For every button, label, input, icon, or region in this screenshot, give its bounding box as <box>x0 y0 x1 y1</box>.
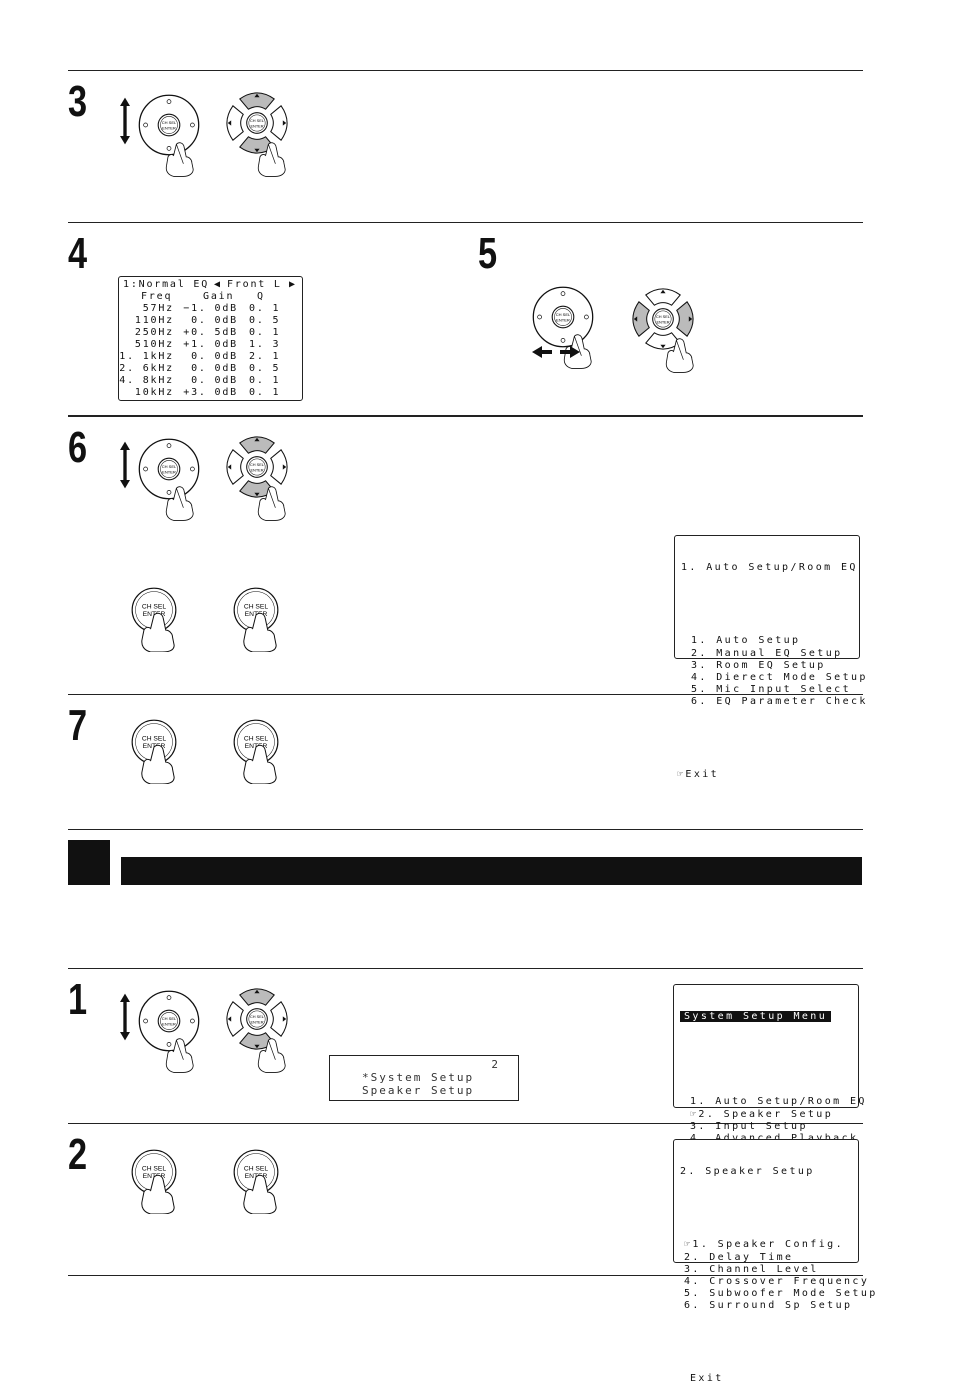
step-number-b2: 2 <box>68 1130 88 1179</box>
eq-table-title: 1:Normal EQ <box>123 279 210 290</box>
eq-freq-cell: 57Hz <box>142 303 174 314</box>
eq-table-row <box>119 315 302 327</box>
eq-gain-cell: −1. 0dB <box>183 303 238 314</box>
rule-after-step4 <box>68 415 863 417</box>
enter-button-icon[interactable] <box>214 700 298 784</box>
system-setup-menu-item[interactable]: 1. Auto Setup/Room EQ <box>690 1096 867 1108</box>
hand-icon <box>232 444 302 524</box>
speaker-setup-menu-item[interactable]: 6. Surround Sp Setup <box>684 1300 853 1312</box>
auto-setup-menu-item[interactable]: 4. Dierect Mode Setup <box>691 672 868 684</box>
speaker-setup-menu-item[interactable]: 3. Channel Level <box>684 1263 819 1275</box>
enter-button-icon[interactable] <box>214 1130 298 1214</box>
eq-freq-cell: 10kHz <box>134 387 174 398</box>
eq-freq-cell: 510Hz <box>134 339 174 350</box>
speaker-setup-menu-item[interactable]: 4. Crossover Frequency <box>684 1276 870 1288</box>
auto-setup-menu-display <box>674 535 868 781</box>
eq-freq-cell: 1. 1kHz <box>119 351 174 362</box>
eq-q-cell: 0. 5 <box>249 363 281 374</box>
eq-gain-cell: +0. 5dB <box>183 327 238 338</box>
auto-setup-menu-item[interactable]: 5. Mic Input Select <box>691 684 851 696</box>
speaker-setup-menu-item[interactable]: ☞1. Speaker Config. <box>684 1239 844 1251</box>
eq-parameter-display <box>118 276 303 401</box>
eq-freq-cell: 4. 8kHz <box>119 375 174 386</box>
eq-gain-cell: 0. 0dB <box>191 315 238 326</box>
speaker-setup-menu-title: 2. Speaker Setup <box>680 1166 815 1178</box>
front-display-line2: Speaker Setup <box>362 1084 475 1097</box>
enter-button-icon[interactable] <box>112 568 196 652</box>
eq-gain-cell: 0. 0dB <box>191 375 238 386</box>
eq-q-cell: 0. 1 <box>249 303 281 314</box>
step-number-3: 3 <box>68 77 88 126</box>
speaker-setup-exit[interactable]: Exit <box>690 1373 724 1385</box>
system-setup-menu-item[interactable]: ☞2. Speaker Setup <box>690 1108 834 1120</box>
front-panel-display <box>329 1055 519 1101</box>
eq-gain-cell: 0. 0dB <box>191 363 238 374</box>
rule-top <box>68 70 863 71</box>
eq-table-row <box>119 387 302 399</box>
eq-freq-cell: 2. 6kHz <box>119 363 174 374</box>
auto-setup-menu-item[interactable]: 1. Auto Setup <box>691 635 801 647</box>
eq-table-row <box>119 339 302 351</box>
chevron-right-icon[interactable]: ▶ <box>289 279 297 290</box>
eq-table-row <box>119 327 302 339</box>
rule-before-b1 <box>68 968 863 969</box>
eq-table-row <box>119 351 302 363</box>
system-setup-menu-display <box>673 984 867 1132</box>
eq-q-cell: 0. 5 <box>249 315 281 326</box>
speaker-setup-menu-item[interactable]: 2. Delay Time <box>684 1251 794 1263</box>
section-heading-bar <box>121 857 862 885</box>
eq-header-q: Q <box>257 291 265 302</box>
eq-gain-cell: 0. 0dB <box>191 351 238 362</box>
left-right-arrow-icon <box>530 344 582 360</box>
eq-table-row <box>119 363 302 375</box>
enter-button-icon[interactable] <box>112 1130 196 1214</box>
step-number-5: 5 <box>478 229 498 278</box>
rule-after-step3 <box>68 222 863 223</box>
hand-icon <box>232 996 302 1076</box>
eq-gain-cell: +1. 0dB <box>183 339 238 350</box>
auto-setup-menu-item[interactable]: 3. Room EQ Setup <box>691 659 826 671</box>
auto-setup-menu-item[interactable]: 2. Manual EQ Setup <box>691 647 843 659</box>
eq-q-cell: 0. 1 <box>249 375 281 386</box>
eq-table-row <box>119 375 302 387</box>
chevron-left-icon[interactable]: ◀ <box>214 279 222 290</box>
eq-table-row <box>119 303 302 315</box>
eq-q-cell: 0. 1 <box>249 387 281 398</box>
speaker-setup-menu-item[interactable]: 5. Subwoofer Mode Setup <box>684 1288 878 1300</box>
hand-icon <box>140 996 210 1076</box>
eq-table-channel: Front L <box>227 279 282 290</box>
enter-button-icon[interactable] <box>214 568 298 652</box>
step-number-4: 4 <box>68 229 88 278</box>
eq-header-freq: Freq <box>141 291 173 302</box>
system-setup-menu-item[interactable]: 3. Input Setup <box>690 1120 808 1132</box>
eq-freq-cell: 110Hz <box>134 315 174 326</box>
eq-freq-cell: 250Hz <box>134 327 174 338</box>
step-number-7: 7 <box>68 701 88 750</box>
hand-icon <box>538 292 608 372</box>
eq-header-gain: Gain <box>203 291 235 302</box>
hand-icon <box>232 100 302 180</box>
speaker-setup-menu-display <box>673 1139 878 1385</box>
eq-gain-cell: +3. 0dB <box>183 387 238 398</box>
hand-icon <box>140 100 210 180</box>
step-number-b1: 1 <box>68 975 88 1024</box>
hand-icon <box>640 296 710 376</box>
auto-setup-menu-item[interactable]: 6. EQ Parameter Check <box>691 696 868 708</box>
eq-q-cell: 1. 3 <box>249 339 281 350</box>
eq-q-cell: 0. 1 <box>249 327 281 338</box>
enter-button-icon[interactable] <box>112 700 196 784</box>
front-display-line1: *System Setup <box>362 1071 475 1084</box>
system-setup-menu-title: System Setup Menu <box>680 1011 831 1022</box>
auto-setup-menu-title: 1. Auto Setup/Room EQ <box>681 562 858 574</box>
step-number-6: 6 <box>68 423 88 472</box>
hand-icon <box>140 444 210 524</box>
front-display-indicator: 2 <box>491 1058 500 1071</box>
auto-setup-exit[interactable]: ☞Exit <box>677 769 720 781</box>
section-marker <box>68 840 110 885</box>
rule-before-section <box>68 829 863 830</box>
eq-q-cell: 2. 1 <box>249 351 281 362</box>
